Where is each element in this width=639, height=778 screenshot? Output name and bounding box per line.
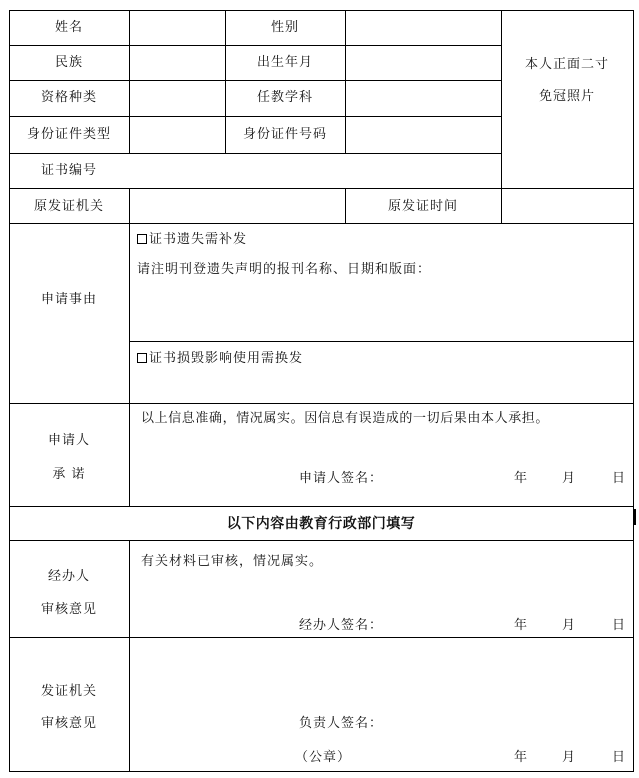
handler-year-label: 年 [514, 618, 529, 633]
reason-label: 申请事由 [40, 292, 98, 307]
reissue-note: 请注明刊登遗失声明的报刊名称、日期和版面： [137, 262, 432, 277]
applicant-signature-label: 申请人签名： [299, 471, 384, 486]
replace-option[interactable] [137, 351, 303, 367]
handler-day-label: 日 [612, 618, 627, 633]
applicant-day-label: 日 [612, 471, 627, 486]
authority-day-label: 日 [612, 750, 627, 765]
gender-label: 性别 [270, 20, 300, 35]
original-issuer-label: 原发证机关 [33, 199, 105, 214]
reissue-checkbox[interactable] [137, 234, 147, 244]
authority-month-label: 月 [562, 750, 577, 765]
handler-label-line2: 审核意见 [40, 602, 98, 617]
official-seal-label: （公章） [295, 750, 352, 765]
birth-date-label: 出生年月 [256, 55, 314, 70]
certificate-number-label: 证书编号 [40, 163, 98, 178]
teaching-subject-label: 任教学科 [256, 90, 314, 105]
name-label: 姓名 [54, 20, 84, 35]
promise-label-line2: 承 诺 [52, 467, 86, 482]
authority-year-label: 年 [514, 750, 529, 765]
qualification-type-label: 资格种类 [40, 90, 98, 105]
reissue-option-label: 证书遗失需补发 [149, 232, 248, 247]
photo-placeholder-line1: 本人正面二寸 [524, 57, 610, 72]
original-issue-time-label: 原发证时间 [387, 199, 459, 214]
handler-month-label: 月 [562, 618, 577, 633]
applicant-year-label: 年 [514, 471, 529, 486]
replace-option-label: 证书损毁影响使用需换发 [149, 351, 304, 366]
applicant-month-label: 月 [562, 471, 577, 486]
handler-signature-label: 经办人签名： [299, 618, 384, 633]
handler-label-line1: 经办人 [47, 569, 91, 584]
replace-checkbox[interactable] [137, 353, 147, 363]
authority-signature-label: 负责人签名： [299, 716, 384, 731]
authority-label-line2: 审核意见 [40, 716, 98, 731]
id-number-label: 身份证件号码 [242, 127, 328, 142]
authority-label-line1: 发证机关 [40, 684, 98, 699]
photo-placeholder-line2: 免冠照片 [538, 89, 596, 104]
promise-label-line1: 申请人 [47, 433, 91, 448]
handler-statement: 有关材料已审核，情况属实。 [141, 554, 324, 569]
id-type-label: 身份证件类型 [26, 127, 112, 142]
section-title: 以下内容由教育行政部门填写 [226, 516, 416, 532]
promise-statement: 以上信息准确，情况属实。因信息有误造成的一切后果由本人承担。 [141, 411, 550, 426]
ethnicity-label: 民族 [54, 55, 84, 70]
reissue-option[interactable] [137, 232, 247, 248]
